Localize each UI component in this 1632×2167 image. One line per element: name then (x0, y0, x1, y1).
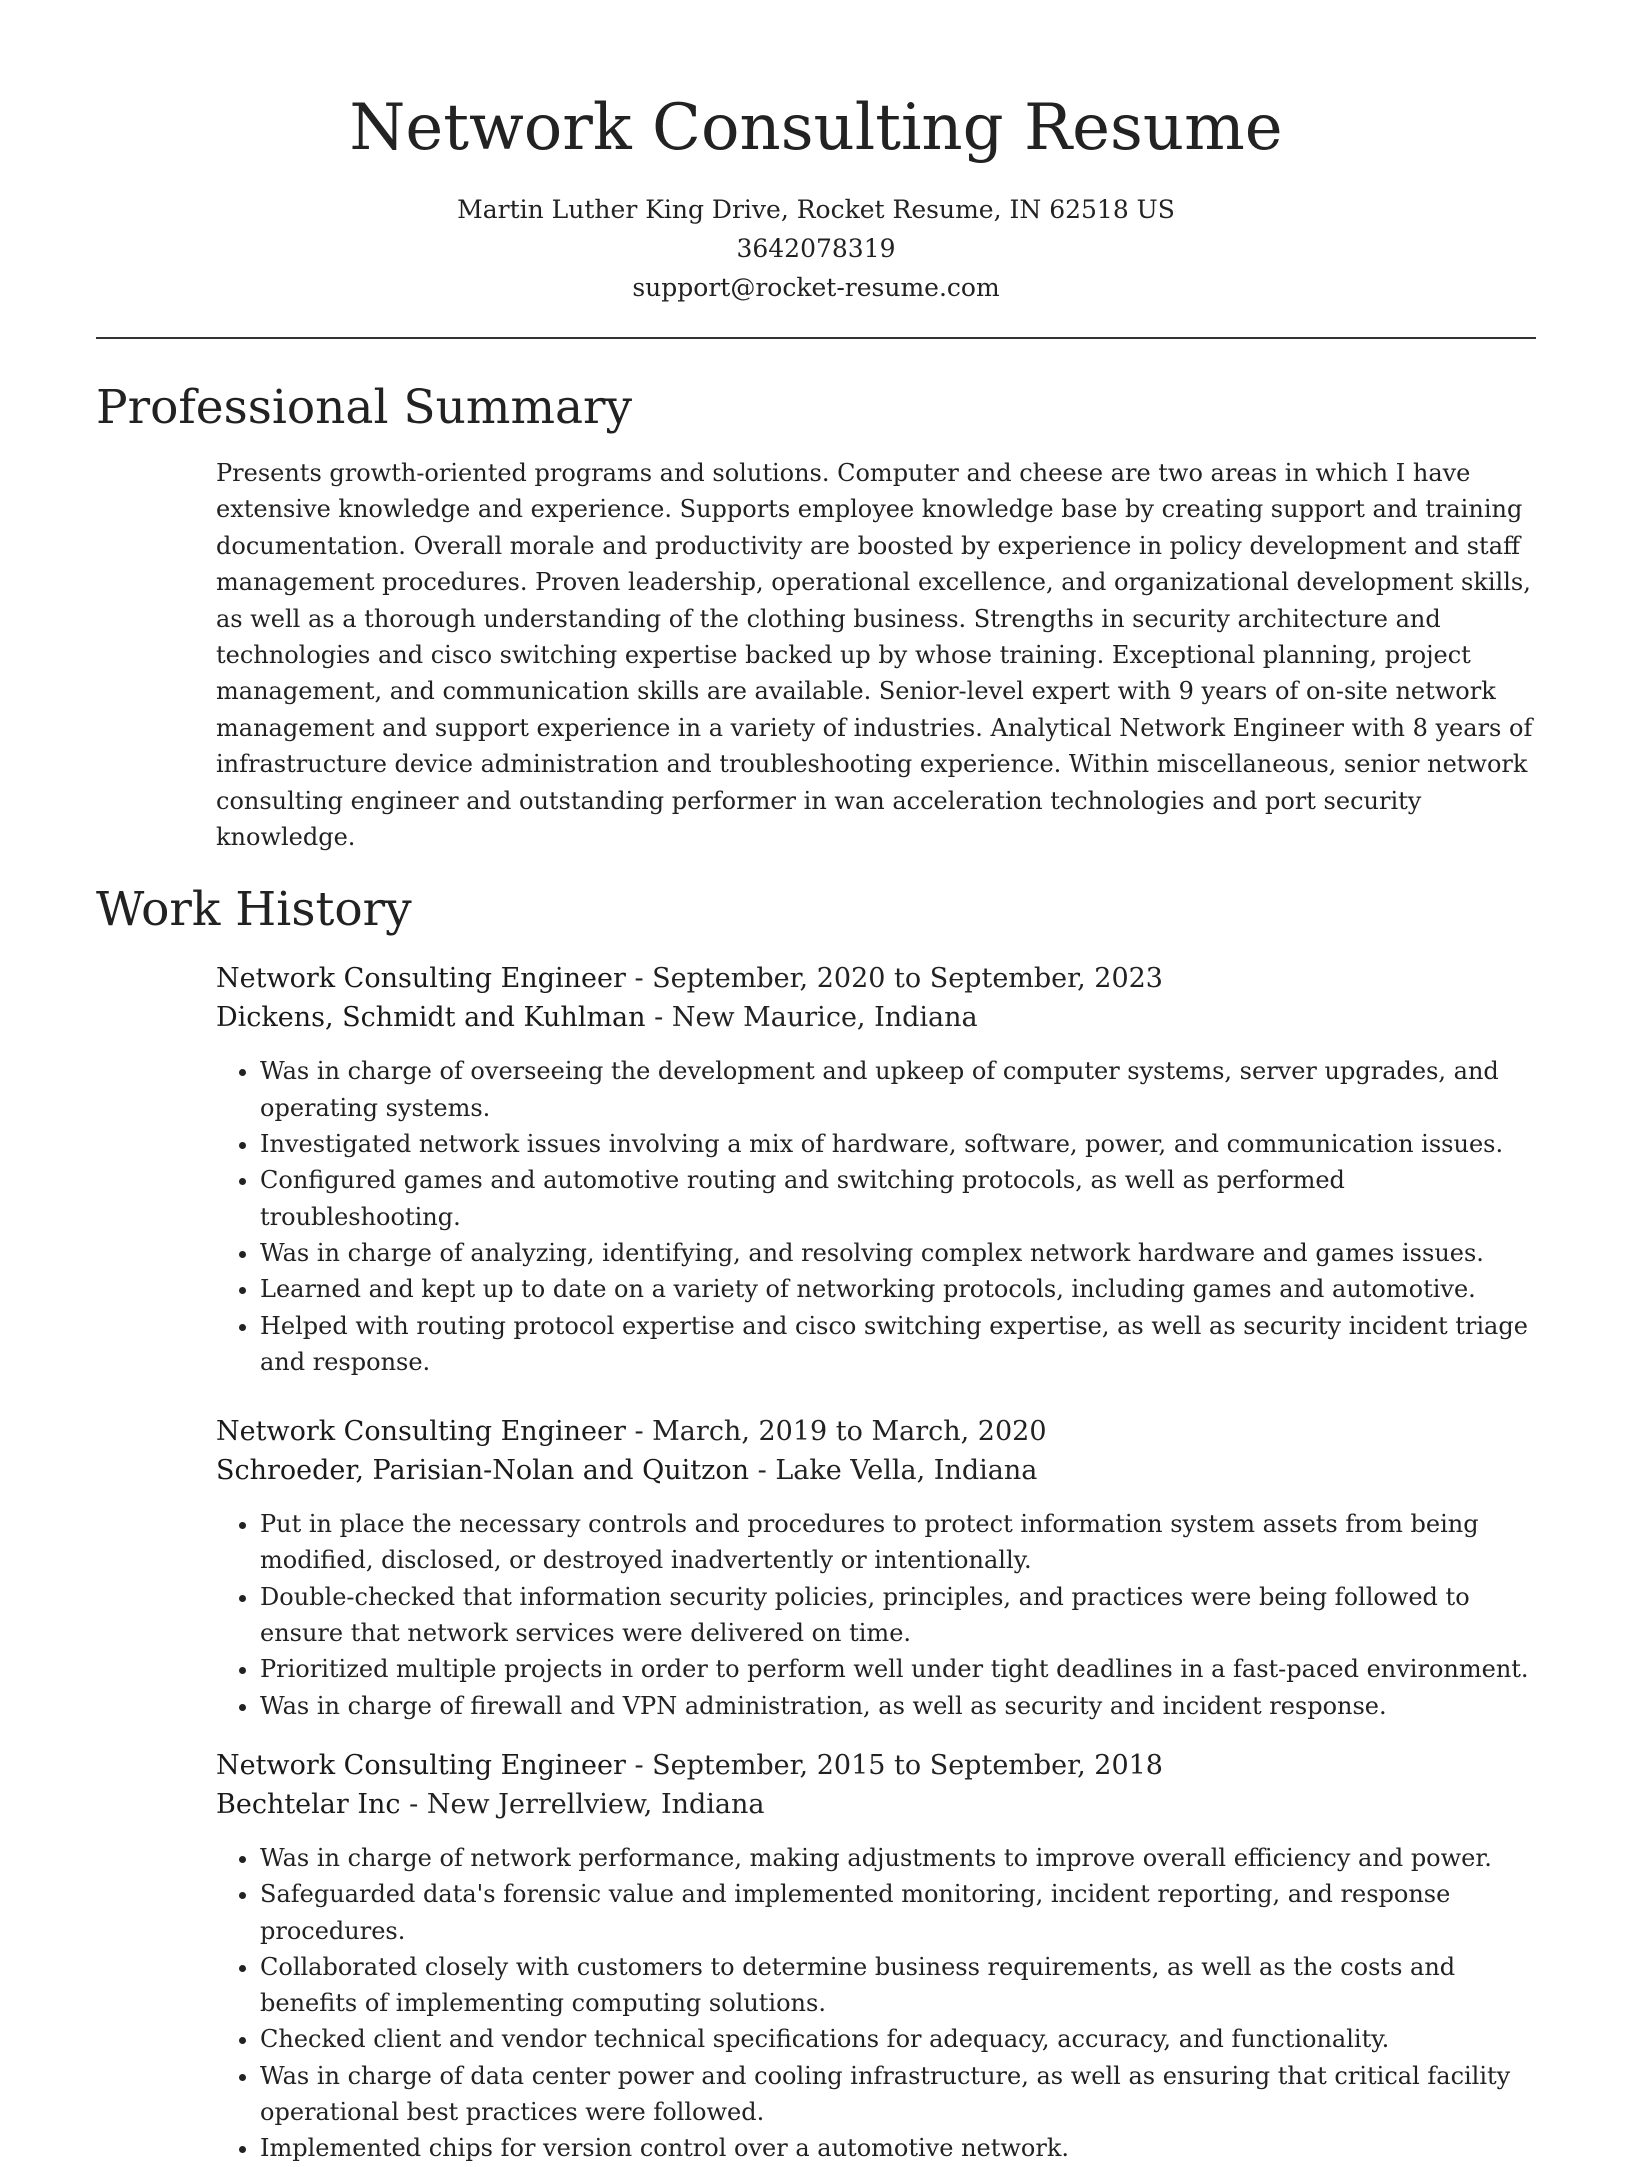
job-entry (216, 1412, 1536, 1724)
contact-phone: 3642078319 (736, 234, 896, 263)
job-company-line (216, 998, 1536, 1037)
job-bullet: • Put in place the necessary controls and procedures to protect information system assets from being modified, disclosed, or destroyed inadvertently or intentionally. (260, 1506, 1536, 1579)
job-entry (216, 1746, 1536, 2167)
job-title: Network Consulting Engineer (216, 1416, 626, 1448)
summary-text: Presents growth-oriented programs and solutions. Computer and cheese are two areas in which I have extensive knowledge and experience. Supports employee knowledge base by creating support and training documentation. Overall morale and productivity are boosted by experience in policy development and staff management procedures. Proven leadership, operational excellence, and organizational development skills, as well as a thorough understanding of the clothing business. Strengths in security architecture and technologies and cisco switching expertise backed up by whose training. Exceptional planning, project management, and communication skills are available. Senior-level expert with 9 years of on-site network management and support experience in a variety of industries. Analytical Network Engineer with 8 years of infrastructure device administration and troubleshooting experience. Within miscellaneous, senior network consulting engineer and outstanding performer in wan acceleration technologies and port security knowledge. (216, 459, 1533, 852)
job-dates: - September, 2015 to September, 2018 (625, 1749, 1163, 1781)
job-bullet: • Was in charge of data center power and cooling infrastructure, as well as ensuring that critical facility operational best practices were followed. (260, 2058, 1536, 2131)
job-title: Network Consulting Engineer (216, 1749, 626, 1781)
job-bullet: • Learned and kept up to date on a variety of networking protocols, including games and automotive. (260, 1271, 1536, 1307)
contact-address: Martin Luther King Drive, Rocket Resume, IN 62518 US (457, 195, 1175, 224)
work-history-heading: Work History (96, 882, 412, 938)
job-location: - New Jerrellview, Indiana (400, 1788, 765, 1820)
job-bullet: • Was in charge of analyzing, identifying, and resolving complex network hardware and games issues. (260, 1235, 1536, 1271)
job-entry (216, 959, 1536, 1380)
job-bullet: • Was in charge of overseeing the development and upkeep of computer systems, server upgrades, and operating systems. (260, 1053, 1536, 1126)
job-bullet: • Safeguarded data's forensic value and implemented monitoring, incident reporting, and response procedures. (260, 1876, 1536, 1949)
contact-email: support@rocket-resume.com (632, 273, 1000, 302)
job-title-line (216, 1746, 1536, 1785)
job-bullet: • Configured games and automotive routing and switching protocols, as well as performed troubleshooting. (260, 1162, 1536, 1235)
job-bullet-list (216, 1840, 1536, 2167)
contact-info (96, 190, 1536, 307)
job-bullet: • Helped with routing protocol expertise and cisco switching expertise, as well as security incident triage and response. (260, 1308, 1536, 1381)
job-dates: - September, 2020 to September, 2023 (625, 963, 1163, 995)
job-company: Dickens, Schmidt and Kuhlman (216, 1002, 646, 1034)
resume-page (96, 0, 1536, 2167)
job-company: Bechtelar Inc (216, 1788, 401, 1820)
job-bullet: • Double-checked that information security policies, principles, and practices were being followed to ensure that network services were delivered on time. (260, 1579, 1536, 1652)
job-bullet-list (216, 1053, 1536, 1380)
job-dates: - March, 2019 to March, 2020 (625, 1416, 1047, 1448)
header-divider (96, 337, 1536, 339)
job-bullet: • Prioritized multiple projects in order to perform well under tight deadlines in a fast-paced environment. (260, 1651, 1536, 1687)
job-bullet: • Was in charge of network performance, making adjustments to improve overall efficiency and power. (260, 1840, 1536, 1876)
job-bullet: • Implemented chips for version control over a automotive network. (260, 2130, 1536, 2166)
job-bullet: • Was in charge of firewall and VPN administration, as well as security and incident response. (260, 1688, 1536, 1724)
job-bullet: • Collaborated closely with customers to determine business requirements, as well as the costs and benefits of implementing computing solutions. (260, 1949, 1536, 2022)
job-bullet-list (216, 1506, 1536, 1724)
job-company-line (216, 1785, 1536, 1824)
job-company-line (216, 1451, 1536, 1490)
job-bullet: • Investigated network issues involving a mix of hardware, software, power, and communication issues. (260, 1126, 1536, 1162)
job-title: Network Consulting Engineer (216, 963, 626, 995)
job-bullet: • Checked client and vendor technical specifications for adequacy, accuracy, and functionality. (260, 2021, 1536, 2057)
job-company: Schroeder, Parisian-Nolan and Quitzon (216, 1455, 750, 1487)
resume-title: Network Consulting Resume (349, 91, 1283, 165)
summary-heading: Professional Summary (96, 380, 633, 435)
job-title-line (216, 1412, 1536, 1451)
job-location: - New Maurice, Indiana (645, 1002, 978, 1034)
job-title-line (216, 959, 1536, 998)
job-location: - Lake Vella, Indiana (749, 1455, 1038, 1487)
